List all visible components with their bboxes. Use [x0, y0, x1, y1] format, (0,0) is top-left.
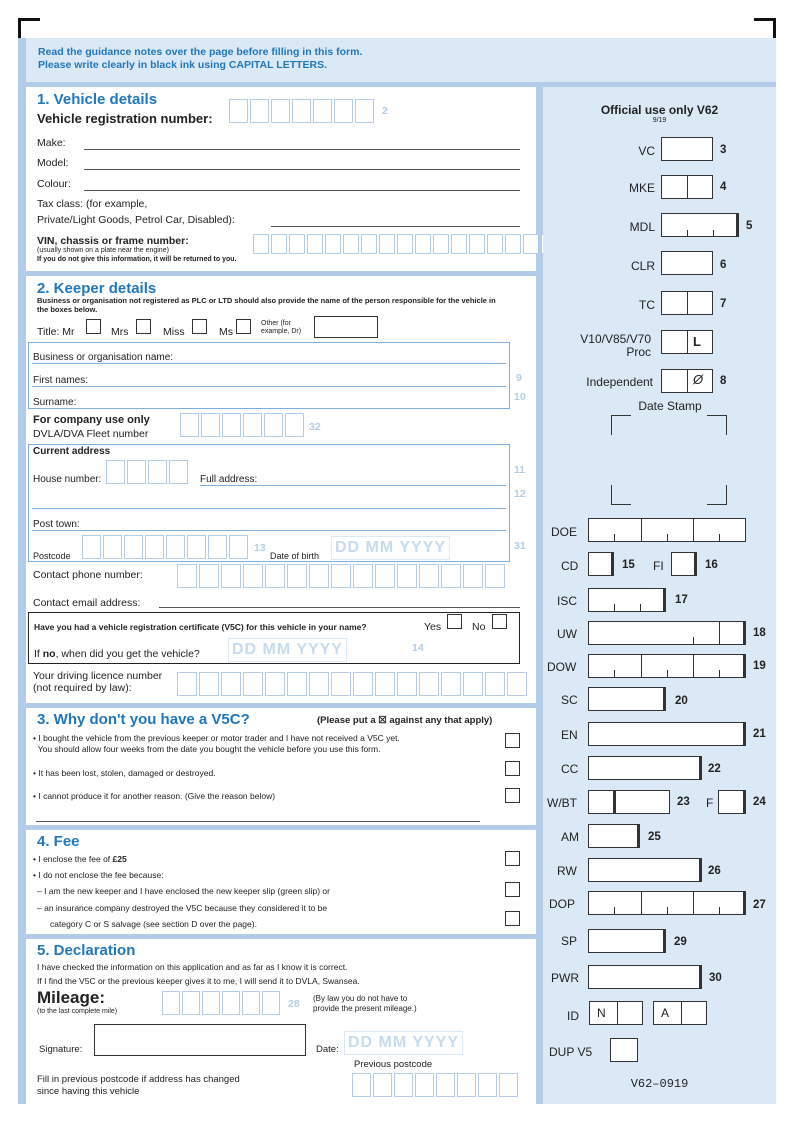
dow-label: DOW	[547, 660, 577, 674]
no-label: No	[472, 621, 486, 633]
first-names-label: First names:	[33, 375, 89, 386]
field-number: 22	[708, 763, 721, 775]
box-tick	[693, 637, 694, 645]
keeper-note: Business or organisation not registered as PLC or LTD should also provide the name of the person responsible for the vehicle in the boxes below.	[37, 296, 496, 314]
field-number: 10	[514, 391, 526, 403]
mke-label: MKE	[628, 181, 655, 195]
dob-boxes[interactable]: DD MM YYYY	[331, 536, 450, 560]
company-label-2: DVLA/DVA Fleet number	[33, 428, 149, 440]
yes-label: Yes	[424, 621, 442, 633]
postcode-label: Postcode	[33, 551, 71, 561]
licence-label-2: (not required by law):	[33, 682, 132, 694]
clr-box[interactable]	[661, 251, 713, 275]
field-number: 2	[382, 105, 388, 117]
date-stamp-label: Date Stamp	[638, 399, 702, 413]
reason-1-checkbox[interactable]	[505, 733, 520, 748]
fill-note-2: since having this vehicle	[37, 1086, 140, 1097]
title-other-field[interactable]	[314, 316, 378, 338]
field-number: 14	[412, 642, 424, 654]
id-label: ID	[567, 1009, 579, 1023]
fee-reason-1-checkbox[interactable]	[505, 882, 520, 897]
make-field[interactable]	[84, 149, 520, 150]
field-number: 16	[705, 559, 718, 571]
box-divider	[687, 292, 688, 314]
stamp-corner	[707, 485, 727, 505]
make-label: Make:	[37, 137, 66, 149]
box-divider	[719, 622, 720, 644]
phone-boxes[interactable]	[177, 564, 507, 588]
reason-2-text: • It has been lost, stolen, damaged or destroyed.	[33, 768, 216, 778]
fee-amount: £25	[112, 854, 127, 864]
stamp-corner	[707, 415, 727, 435]
corner-mark	[18, 18, 40, 40]
box-tick	[614, 907, 615, 915]
uw-label: UW	[557, 627, 577, 641]
sp-box[interactable]	[588, 929, 666, 953]
field-number: 5	[746, 220, 753, 232]
address-line-2[interactable]	[32, 508, 506, 509]
reason-3-checkbox[interactable]	[505, 788, 520, 803]
declaration-line-2: If I find the V5C or the previous keeper gives it to me, I will send it to DVLA, Swansea.	[37, 976, 360, 986]
postcode-boxes[interactable]	[82, 535, 250, 559]
proc-label-2: Proc	[626, 345, 651, 359]
company-label-1: For company use only	[33, 414, 150, 426]
en-label: EN	[561, 728, 578, 742]
box-tick	[614, 670, 615, 678]
mileage-law-note-2: provide the present mileage.)	[313, 1004, 417, 1013]
colour-field[interactable]	[84, 190, 520, 191]
house-number-boxes[interactable]	[106, 460, 190, 484]
reason-field[interactable]	[36, 821, 480, 822]
official-use-panel	[543, 87, 776, 1104]
field-number: 11	[514, 464, 526, 476]
yes-checkbox[interactable]	[447, 614, 462, 629]
section-instruction: (Please put a ☒ against any that apply)	[317, 715, 493, 726]
declaration-date-boxes[interactable]: DD MM YYYY	[344, 1031, 463, 1055]
cc-label: CC	[561, 762, 579, 776]
title-mrs-label: Mrs	[111, 326, 129, 338]
field-number: 17	[675, 594, 688, 606]
box-divider	[687, 331, 688, 353]
vin-boxes[interactable]	[253, 234, 559, 254]
section-declaration	[26, 939, 536, 1104]
stamp-corner	[611, 415, 631, 435]
reg-number-boxes[interactable]	[229, 99, 376, 123]
pwr-box[interactable]	[588, 965, 702, 989]
fleet-number-boxes[interactable]	[180, 413, 306, 437]
corner-mark	[754, 18, 776, 40]
post-town-label: Post town:	[33, 519, 80, 530]
box-tick	[667, 670, 668, 678]
section-fee	[26, 830, 536, 934]
dup-v5-label: DUP V5	[549, 1045, 593, 1059]
vin-warning: If you do not give this information, it will be returned to you.	[37, 256, 237, 263]
box-divider	[641, 519, 642, 541]
am-label: AM	[561, 830, 579, 844]
title-ms-checkbox[interactable]	[236, 319, 251, 334]
independent-label: Independent	[586, 375, 653, 389]
section-keeper-details	[26, 276, 536, 703]
reason-1-text: • I bought the vehicle from the previous keeper or motor trader and I have not received a V5C yet. You should allow four weeks from the date you bought the vehicle before you use this form.	[33, 733, 400, 754]
fee-reason-2-checkbox[interactable]	[505, 911, 520, 926]
field-number: 4	[720, 181, 727, 193]
wbt-label: W/BT	[547, 796, 577, 810]
post-town-field[interactable]	[32, 530, 506, 531]
fee-reason-2-text: – an insurance company destroyed the V5C because they considered it to be	[37, 903, 328, 913]
mileage-note: (to the last complete mile)	[37, 1008, 118, 1015]
vin-label: VIN, chassis or frame number:	[37, 235, 189, 247]
header-line-1: Read the guidance notes over the page before filling in this form.	[38, 46, 363, 58]
reason-1-line-1: I bought the vehicle from the previous keeper or motor trader and I have not received a V5C yet.	[38, 733, 400, 743]
sc-box[interactable]	[588, 687, 666, 711]
proc-letter-l: L	[693, 334, 701, 349]
previous-postcode-boxes[interactable]	[352, 1073, 520, 1097]
fi-label: FI	[653, 559, 664, 573]
current-address-label: Current address	[33, 446, 111, 457]
box-tick	[719, 534, 720, 542]
box-tick	[614, 534, 615, 542]
cd-label: CD	[561, 559, 579, 573]
model-label: Model:	[37, 157, 69, 169]
section-title: 1. Vehicle details	[37, 91, 158, 108]
box-divider	[613, 791, 616, 813]
field-number: 28	[288, 998, 300, 1010]
box-divider	[693, 519, 694, 541]
declaration-line-1: I have checked the information on this application and as far as I know it is correct.	[37, 962, 348, 972]
fee-reason-1-text: – I am the new keeper and I have enclosed the new keeper slip (green slip) or	[37, 886, 330, 896]
independent-zero: Ø	[693, 372, 704, 387]
vc-box[interactable]	[661, 137, 713, 161]
f-box[interactable]	[718, 790, 746, 814]
field-number: 27	[753, 899, 766, 911]
reason-3-label: I cannot produce it for another reason. (Give the reason below)	[38, 791, 276, 801]
date-label: Date:	[316, 1044, 339, 1055]
box-divider	[681, 1002, 682, 1024]
section-title: 3. Why don't you have a V5C?	[37, 711, 250, 728]
field-number: 7	[720, 298, 727, 310]
field-number: 12	[514, 488, 526, 500]
am-box[interactable]	[588, 824, 640, 848]
section-title: 2. Keeper details	[37, 280, 157, 297]
box-divider	[641, 655, 642, 677]
field-number: 23	[677, 796, 690, 808]
dop-label: DOP	[549, 897, 576, 911]
box-divider	[687, 176, 688, 198]
reason-3-text: • I cannot produce it for another reason. (Give the reason below)	[33, 791, 276, 801]
f-label: F	[706, 796, 714, 810]
tax-label-2: Private/Light Goods, Petrol Car, Disabled):	[37, 214, 235, 226]
business-label: Business or organisation name:	[33, 352, 174, 363]
title-ms-label: Ms	[219, 326, 233, 338]
box-tick	[667, 907, 668, 915]
fill-note-1: Fill in previous postcode if address has changed	[37, 1074, 240, 1085]
field-number: 6	[720, 259, 727, 271]
cc-box[interactable]	[588, 756, 702, 780]
sp-label: SP	[561, 934, 578, 948]
licence-label-1: Your driving licence number	[33, 670, 163, 682]
v5c-question: Have you had a vehicle registration certificate (V5C) for this vehicle in your name?	[34, 622, 367, 632]
no-checkbox[interactable]	[492, 614, 507, 629]
box-tick	[687, 230, 688, 237]
mdl-box[interactable]	[661, 213, 739, 237]
field-number: 19	[753, 660, 766, 672]
box-tick	[614, 604, 615, 612]
email-field[interactable]	[159, 607, 520, 608]
mileage-law-note-1: (By law you do not have to	[313, 994, 408, 1003]
tc-label: TC	[639, 298, 655, 312]
reg-label: Vehicle registration number:	[37, 111, 213, 126]
field-number: 32	[309, 421, 321, 433]
if-no-label	[34, 648, 200, 660]
field-number: 25	[648, 831, 661, 843]
stamp-corner	[611, 485, 631, 505]
title-mr-checkbox[interactable]	[86, 319, 101, 334]
box-divider	[617, 1002, 618, 1024]
acquired-date-boxes[interactable]: DD MM YYYY	[228, 638, 347, 662]
proc-label-1: V10/V85/V70	[580, 332, 651, 346]
field-number: 9	[516, 372, 522, 384]
isc-box[interactable]	[588, 588, 666, 612]
phone-label: Contact phone number:	[33, 569, 143, 581]
mileage-label: Mileage:	[37, 988, 106, 1007]
cd-box[interactable]	[588, 552, 614, 576]
field-number: 31	[514, 540, 526, 552]
title-mr-label: Title: Mr	[37, 326, 75, 338]
email-label: Contact email address:	[33, 597, 141, 609]
full-address-label: Full address:	[200, 474, 258, 485]
surname-label: Surname:	[33, 397, 77, 408]
box-divider	[693, 655, 694, 677]
field-number: 26	[708, 865, 721, 877]
licence-boxes[interactable]	[177, 672, 529, 696]
fi-box[interactable]	[671, 552, 697, 576]
form-code: V62–0919	[630, 1077, 689, 1091]
if-no-b: no	[42, 648, 56, 660]
section-vehicle-details	[26, 87, 536, 271]
title-mrs-checkbox[interactable]	[136, 319, 151, 334]
reason-2-checkbox[interactable]	[505, 761, 520, 776]
en-box[interactable]	[588, 722, 746, 746]
mdl-label: MDL	[629, 220, 655, 234]
field-number: 21	[753, 728, 766, 740]
title-other-label: Other (for example, Dr)	[261, 320, 302, 335]
section-title: 5. Declaration	[37, 942, 136, 959]
vin-note: (usually shown on a plate near the engine)	[37, 247, 169, 254]
uw-box[interactable]	[588, 621, 746, 645]
doe-label: DOE	[551, 525, 578, 539]
signature-field[interactable]	[94, 1024, 306, 1056]
section-why-no-v5c	[26, 708, 536, 825]
field-number: 3	[720, 144, 727, 156]
pwr-label: PWR	[551, 971, 579, 985]
sc-label: SC	[561, 693, 578, 707]
box-tick	[713, 230, 714, 237]
header-line-2: Please write clearly in black ink using CAPITAL LETTERS.	[38, 59, 328, 71]
full-address-field[interactable]	[200, 485, 506, 486]
field-number: 13	[254, 542, 266, 554]
id-letter-n: N	[597, 1006, 606, 1020]
field-number: 24	[753, 796, 766, 808]
mileage-boxes[interactable]	[162, 991, 282, 1015]
dup-v5-box[interactable]	[610, 1038, 638, 1062]
isc-label: ISC	[557, 594, 578, 608]
box-tick	[667, 534, 668, 542]
wbt-box[interactable]	[588, 790, 670, 814]
reason-1-line-2: You should allow four weeks from the date you bought the vehicle before you use this form.	[37, 744, 381, 754]
house-number-label: House number:	[33, 474, 102, 485]
section-title: 4. Fee	[37, 833, 80, 850]
first-names-field[interactable]	[32, 386, 506, 387]
title-miss-label: Miss	[163, 326, 185, 338]
field-number: 29	[674, 936, 687, 948]
dob-label: Date of birth	[270, 551, 320, 561]
colour-label: Colour:	[37, 178, 71, 190]
fee-reason-2-text-cont: category C or S salvage (see section D over the page).	[50, 919, 257, 929]
model-field[interactable]	[84, 169, 520, 170]
fee-enclosed-text: • I enclose the fee of £25	[33, 854, 127, 864]
title-miss-checkbox[interactable]	[192, 319, 207, 334]
box-divider	[687, 370, 688, 392]
tax-field[interactable]	[271, 226, 520, 227]
tax-label-1: Tax class: (for example,	[37, 198, 148, 210]
signature-label: Signature:	[39, 1044, 83, 1055]
field-number: 20	[675, 695, 688, 707]
clr-label: CLR	[630, 259, 655, 273]
rw-label: RW	[557, 864, 577, 878]
reason-2-label: It has been lost, stolen, damaged or destroyed.	[38, 768, 216, 778]
official-title: Official use only V62	[600, 103, 719, 117]
official-version: 9/19	[652, 117, 667, 124]
id-letter-a: A	[661, 1006, 670, 1020]
fee-enclosed-checkbox[interactable]	[505, 851, 520, 866]
fee-not-enclosed-label: I do not enclose the fee because:	[38, 870, 164, 880]
fee-not-enclosed-text: • I do not enclose the fee because:	[33, 870, 164, 880]
box-tick	[640, 604, 641, 612]
fee-enclosed-a: I enclose the fee of	[38, 854, 113, 864]
if-no-a: If	[34, 648, 43, 660]
field-number: 30	[709, 972, 722, 984]
field-number: 15	[622, 559, 635, 571]
rw-box[interactable]	[588, 858, 702, 882]
box-divider	[693, 892, 694, 914]
box-divider	[641, 892, 642, 914]
field-number: 8	[720, 375, 727, 387]
vc-label: VC	[638, 144, 655, 158]
field-number: 18	[753, 627, 766, 639]
box-tick	[719, 670, 720, 678]
if-no-c: , when did you get the vehicle?	[55, 648, 200, 660]
previous-postcode-label: Previous postcode	[354, 1059, 433, 1070]
box-tick	[719, 907, 720, 915]
header-banner	[26, 38, 776, 82]
business-field[interactable]	[32, 363, 506, 364]
